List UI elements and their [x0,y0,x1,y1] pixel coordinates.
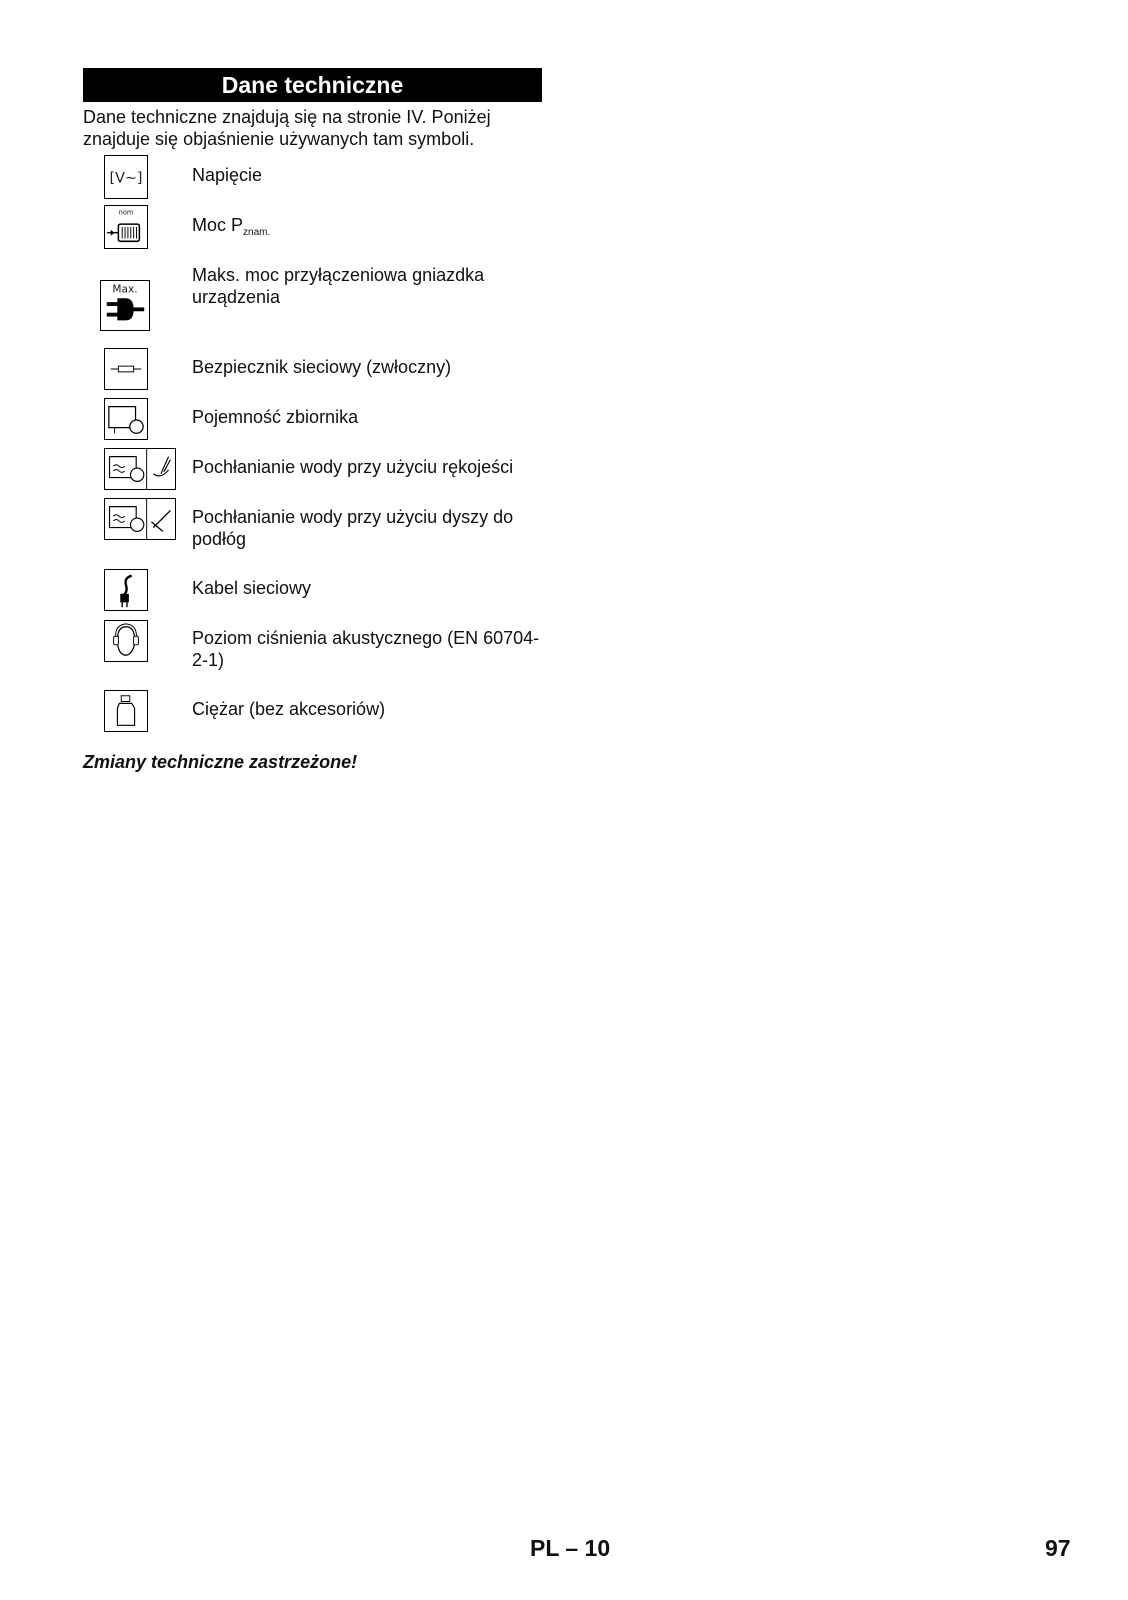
page-number: 97 [1045,1535,1071,1561]
fuse-icon [104,348,148,390]
symbol-label-fuse: Bezpiecznik sieciowy (zwłoczny) [192,357,452,377]
svg-text:[V~]: [V~] [109,170,143,187]
symbol-label-container: Pojemność zbiornika [192,407,359,427]
symbol-label-water-suction-handle: Pochłanianie wody przy użyciu rękojeści [192,457,514,477]
symbol-label-power-cable: Kabel sieciowy [192,578,312,598]
water-suction-floor-nozzle-icon [104,498,176,540]
symbol-label-max-plug: Maks. moc przyłączeniowa gniazdka urządzenia [192,265,485,307]
symbol-label-weight: Ciężar (bez akcesoriów) [192,699,386,719]
voltage-icon [104,155,148,199]
symbol-label-ear-protection: Poziom ciśnienia akustycznego (EN 60704-2-1) [192,628,540,670]
symbol-label-voltage: Napięcie [192,165,263,185]
symbol-label-motor-power: Moc $P_{znam.}$ [192,215,271,238]
svg-text:nom: nom [118,208,134,217]
power-cable-icon [104,569,148,611]
symbol-label-water-suction-floor: Pochłanianie wody przy użyciu dyszy do podłóg [192,507,514,549]
weight-icon [104,690,148,732]
ear-protection-icon [104,620,148,662]
motor-power-icon [104,205,148,249]
svg-text:Max.: Max. [112,283,138,296]
container-icon [104,398,148,440]
section-title: Dane techniczne [83,68,542,102]
intro-text: Dane techniczne znajdują się na stronie IV. Poniżej znajduje się objaśnienie używanych tam symboli. [83,107,491,149]
technical-changes-note: Zmiany techniczne zastrzeżone! [83,752,358,772]
footer-section: PL – 10 [530,1535,611,1561]
water-suction-handle-icon [104,448,176,490]
max-plug-icon [100,280,150,331]
